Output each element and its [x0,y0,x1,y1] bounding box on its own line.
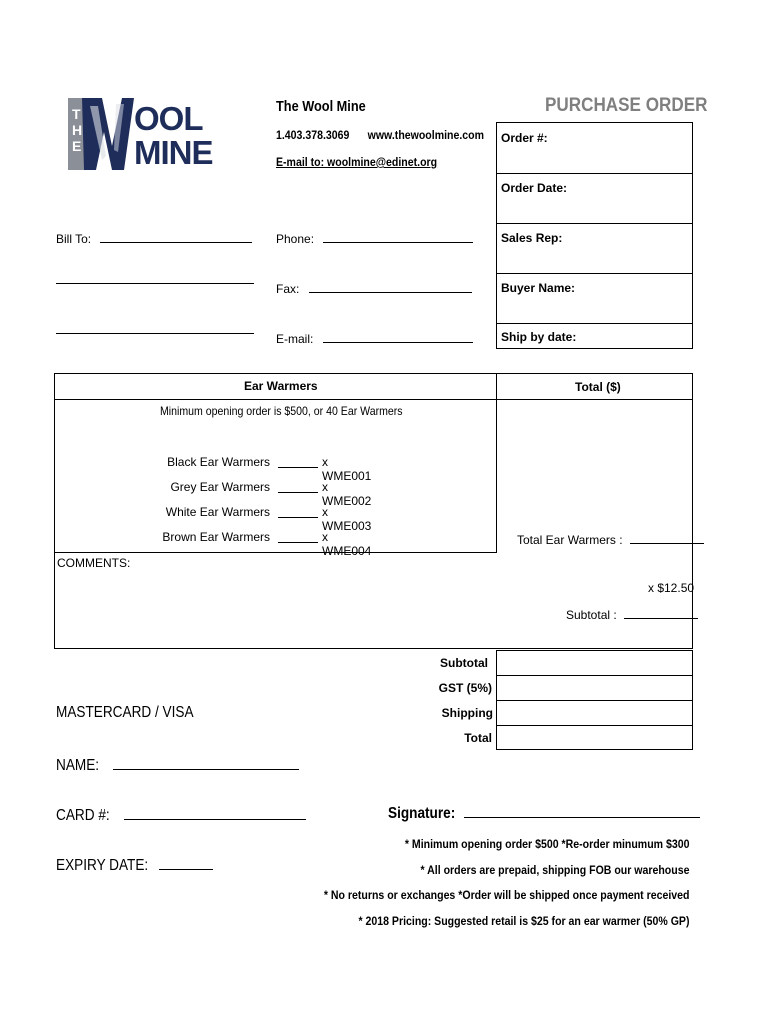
page-title: PURCHASE ORDER [545,95,708,116]
name-label: NAME: [56,757,100,774]
signature-label: Signature: [388,805,456,822]
item-code: x WME004 [322,530,372,558]
signature-line[interactable] [464,803,700,818]
card-number-line[interactable] [124,805,306,820]
note-line: * No returns or exchanges *Order will be shipped once payment received [323,888,689,902]
total-ear-warmers-field[interactable] [517,531,704,547]
bill-to-line-2[interactable] [56,283,254,284]
card-types: MASTERCARD / VISA [56,704,194,721]
item-qty-input[interactable] [278,505,318,518]
subtotal-label: Subtotal [440,656,488,670]
item-code: x WME001 [322,455,372,483]
total-ear-warmers-line[interactable] [630,531,704,544]
buyer-name-label[interactable]: Buyer Name: [501,281,576,295]
company-email[interactable]: E-mail to: woolmine@edinet.org [276,155,438,169]
item-code: x WME003 [322,505,372,533]
bill-to-field[interactable] [56,230,252,246]
item-name: White Ear Warmers [165,505,270,519]
expiry-date-label: EXPIRY DATE: [56,857,149,874]
item-qty-input[interactable] [278,480,318,493]
item-qty-input[interactable] [278,530,318,543]
order-date-label[interactable]: Order Date: [501,181,568,195]
comments-label[interactable]: COMMENTS: [57,556,131,570]
totals-box [496,650,693,750]
note-line: * 2018 Pricing: Suggested retail is $25 for an ear warmer (50% GP) [357,913,689,928]
note-line: * All orders are prepaid, shipping FOB our warehouse [420,862,689,877]
expiry-date-field[interactable] [56,855,213,875]
logo-letter-e: E [72,138,82,154]
total-header: Total ($) [575,380,621,394]
card-number-field[interactable] [56,805,306,825]
fax-field[interactable] [276,280,472,296]
bill-to-line[interactable] [100,230,252,243]
item-name: Grey Ear Warmers [170,480,270,494]
name-field[interactable] [56,755,299,775]
ship-by-date-label[interactable]: Ship by date: [501,330,577,344]
sales-rep-label[interactable]: Sales Rep: [501,231,563,245]
fax-label: Fax: [276,282,300,296]
company-logo [68,96,216,172]
note-line: * Minimum opening order $500 *Re-order minumum $300 [404,837,689,851]
expiry-date-line[interactable] [159,855,213,870]
bill-to-label: Bill To: [56,232,92,246]
product-subtotal-field[interactable] [566,606,698,622]
card-number-label: CARD #: [56,807,110,824]
ear-warmers-header: Ear Warmers [244,379,318,393]
logo-text-ool: OOL [134,100,203,137]
company-phone: 1.403.378.3069 [276,128,350,142]
gst-label: GST (5%) [438,681,492,695]
logo-text-mine: MINE [134,134,213,171]
phone-label: Phone: [276,232,315,246]
fax-line[interactable] [309,280,472,293]
email-field[interactable] [276,330,473,346]
product-subtotal-label: Subtotal : [566,608,617,622]
phone-field[interactable] [276,230,473,246]
company-name: The Wool Mine [276,98,366,115]
order-number-label[interactable]: Order #: [501,131,548,145]
logo-letter-t: T [72,106,81,122]
list-item [120,505,380,533]
company-contact [276,128,484,142]
total-ear-warmers-label: Total Ear Warmers : [517,533,623,547]
name-line[interactable] [113,755,299,770]
list-item [120,455,380,483]
list-item [120,480,380,508]
item-qty-input[interactable] [278,455,318,468]
list-item [120,530,380,558]
total-label: Total [464,731,492,745]
bill-to-line-3[interactable] [56,333,254,334]
item-name: Black Ear Warmers [167,455,270,469]
price-per-unit: x $12.50 [648,581,695,595]
order-info-box [496,122,693,349]
phone-line[interactable] [323,230,473,243]
logo-letter-h: H [72,122,83,138]
company-website[interactable]: www.thewoolmine.com [367,128,484,142]
product-subtotal-line[interactable] [624,606,698,619]
item-code: x WME002 [322,480,372,508]
items-list [120,455,380,558]
terms-notes [274,832,689,934]
email-label: E-mail: [276,332,314,346]
item-name: Brown Ear Warmers [162,530,270,544]
signature-field[interactable] [388,803,700,823]
minimum-order-note: Minimum opening order is $500, or 40 Ear Warmers [160,404,403,418]
email-line[interactable] [323,330,473,343]
shipping-label: Shipping [441,706,493,720]
